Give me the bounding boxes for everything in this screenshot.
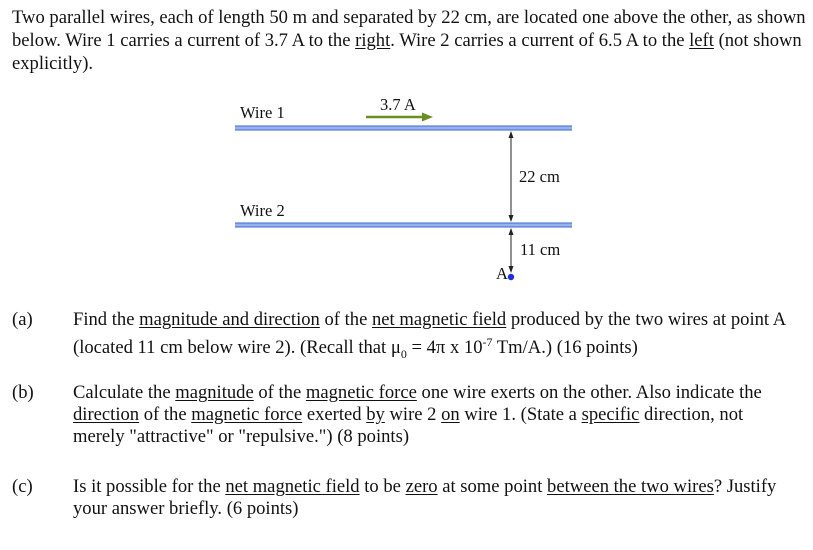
question-body: [73, 382, 798, 448]
q-text: of the: [319, 309, 372, 330]
intro-text: Two parallel wires, each of length 50 m and separated by 22 cm, are located one above the other, as shown below. Wire 1 carries a current of 3.7 A to the: [12, 7, 806, 51]
intro-text: (not shown explicitly).: [12, 30, 802, 74]
current-label: 3.7 A: [380, 95, 416, 114]
q-text: of the: [139, 404, 192, 425]
q-text: produced by the two wires at point A (located 11 cm below wire 2). (Recall that μ: [73, 309, 786, 359]
separation-label: 22 cm: [519, 167, 560, 186]
q-text: to be: [359, 476, 406, 497]
q-emphasis: on: [441, 404, 460, 425]
problem-intro: [12, 6, 807, 75]
q-text: Calculate the: [73, 382, 176, 403]
q-text: direction, not merely "attractive" or "repulsive.") (8 points): [73, 404, 744, 447]
question-body: [73, 309, 798, 365]
wire-1-label: Wire 1: [240, 103, 285, 122]
question-body: [73, 476, 798, 520]
q-emphasis: magnetic force: [191, 404, 303, 425]
q-emphasis: magnetic force: [305, 382, 417, 403]
q-text: Tm/A.) (16 points): [492, 337, 638, 359]
q-text: = 4π x 10: [406, 337, 483, 359]
q-emphasis: net magnetic field: [372, 309, 507, 330]
point-distance-label: 11 cm: [520, 240, 561, 259]
question-letter: (c): [12, 476, 33, 497]
q-superscript: -7: [482, 335, 493, 349]
q-emphasis: magnitude and direction: [139, 309, 320, 330]
q-emphasis: direction: [73, 404, 140, 425]
q-text: Find the: [73, 309, 140, 330]
intro-left: left: [689, 30, 714, 51]
q-text: at some point: [437, 476, 548, 497]
q-emphasis: zero: [405, 476, 438, 497]
intro-text: . Wire 2 carries a current of 6.5 A to the: [390, 30, 690, 51]
q-emphasis: specific: [581, 404, 640, 425]
q-text: one wire exerts on the other. Also indicate the: [416, 382, 762, 403]
q-emphasis: magnitude: [175, 382, 254, 403]
separation-dimension-arrow: [509, 131, 514, 222]
wire-2-label: Wire 2: [240, 201, 285, 220]
q-text: ? Justify your answer briefly. (6 points): [73, 476, 777, 519]
q-emphasis: between the two wires: [547, 476, 714, 497]
question-letter: (a): [12, 309, 33, 330]
intro-right: right: [355, 30, 391, 51]
q-emphasis: net magnetic field: [225, 476, 360, 497]
point-a-dot: [508, 274, 514, 280]
q-text: wire 1. (State a: [459, 404, 582, 425]
q-subscript: 0: [400, 346, 407, 361]
point-a-label: A: [496, 264, 508, 283]
wire-2: [235, 222, 572, 228]
q-text: exerted: [302, 404, 367, 425]
question-letter: (b): [12, 382, 34, 403]
q-text: of the: [253, 382, 306, 403]
wire-1: [235, 125, 572, 131]
point-distance-arrow: [509, 228, 514, 273]
q-text: wire 2: [384, 404, 442, 425]
q-emphasis: by: [366, 404, 385, 425]
q-text: Is it possible for the: [73, 476, 226, 497]
